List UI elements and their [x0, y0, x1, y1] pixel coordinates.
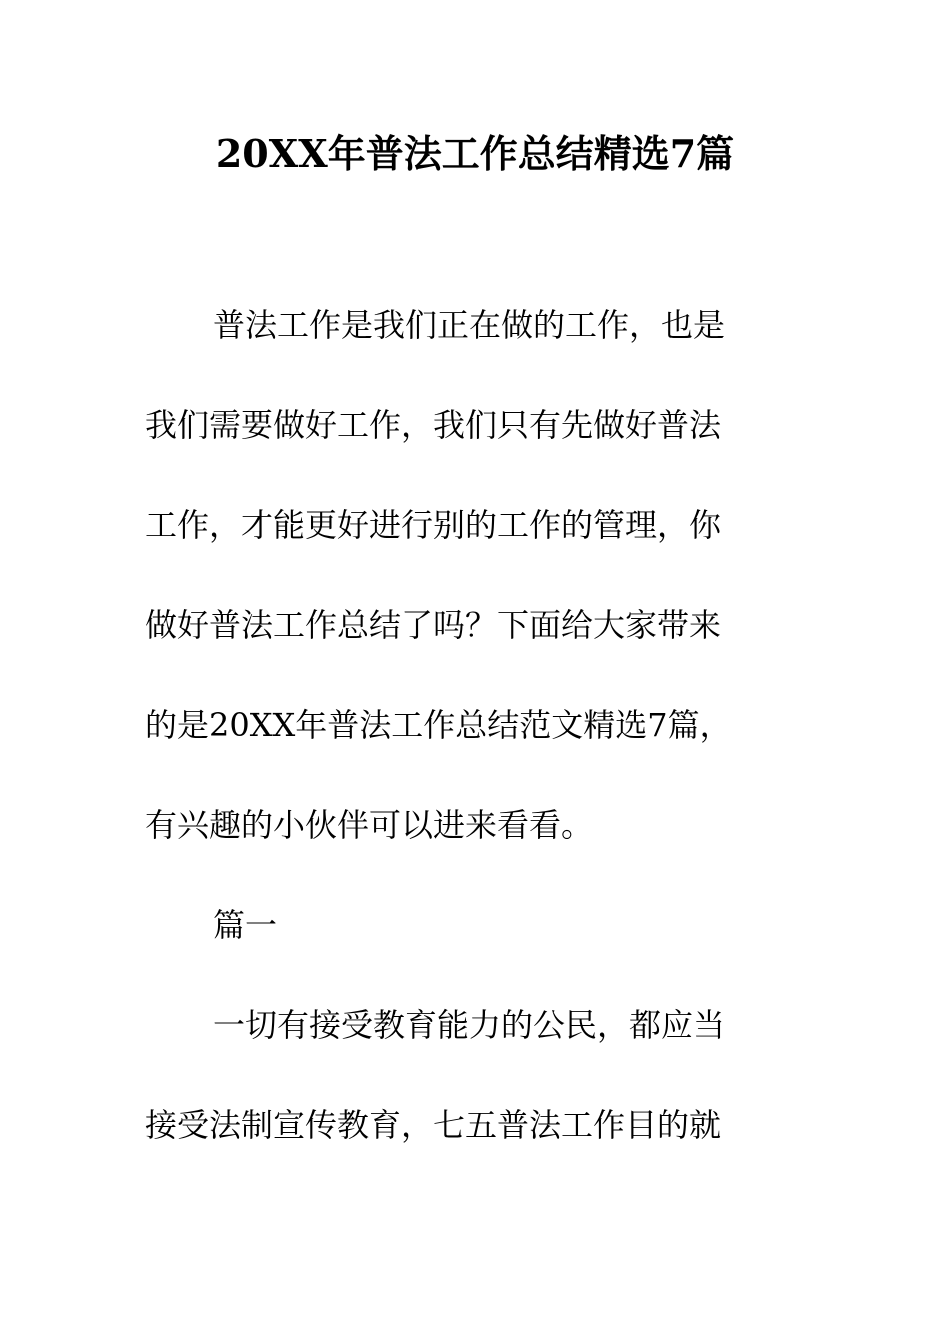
paragraph-line: 做好普法工作总结了吗？下面给大家带来 [145, 606, 722, 644]
document-title: 20XX年普法工作总结精选7篇 [215, 131, 735, 176]
paragraph-line: 一切有接受教育能力的公民，都应当 [213, 1006, 726, 1044]
paragraph-line: 普法工作是我们正在做的工作，也是 [213, 306, 726, 344]
paragraph-line: 的是20XX年普法工作总结范文精选7篇， [145, 706, 732, 744]
paragraph-line: 有兴趣的小伙伴可以进来看看。 [145, 806, 594, 844]
paragraph-line: 接受法制宣传教育，七五普法工作目的就 [145, 1106, 722, 1144]
paragraph-line: 工作，才能更好进行别的工作的管理，你 [145, 506, 722, 544]
paragraph-line: 我们需要做好工作，我们只有先做好普法 [145, 406, 722, 444]
section-heading: 篇一 [213, 906, 278, 944]
